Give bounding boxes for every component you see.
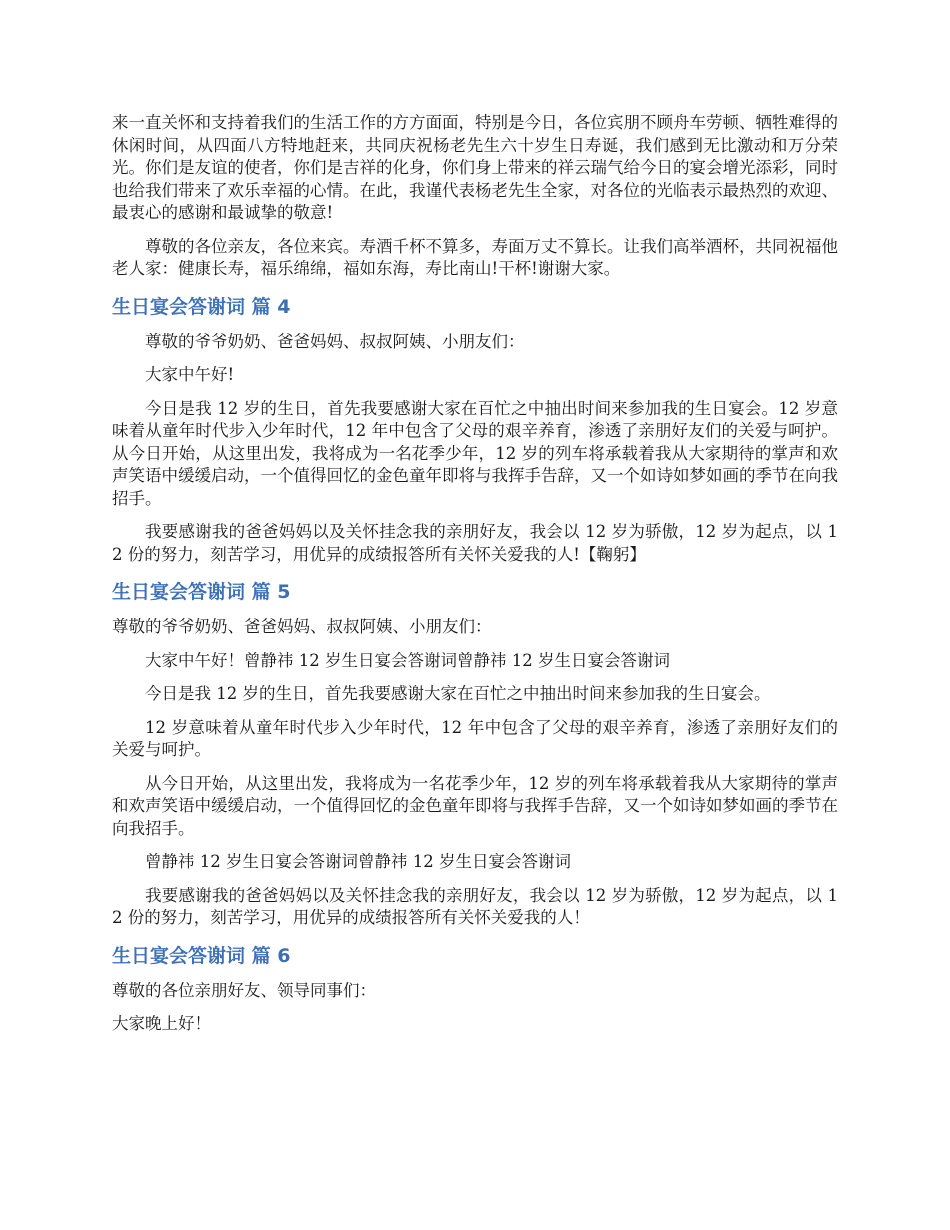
paragraph-salutation: 尊敬的爷爷奶奶、爸爸妈妈、叔叔阿姨、小朋友们： — [112, 617, 492, 636]
section-heading-6: 生日宴会答谢词 篇 6 — [112, 944, 291, 967]
section-heading-5: 生日宴会答谢词 篇 5 — [112, 581, 291, 603]
paragraph-salutation: 尊敬的爷爷奶奶、爸爸妈妈、叔叔阿姨、小朋友们： — [145, 331, 525, 351]
paragraph: 尊敬的各位亲友，各位来宾。寿酒千杯不算多，寿面万丈不算长。让我们高举酒杯，共同祝福他老人家：健康长寿，福乐绵绵，福如东海，寿比南山!干杯!谢谢大家。 — [112, 236, 838, 278]
paragraph: 曾静祎 12 岁生日宴会答谢词曾静祎 12 岁生日宴会答谢词 — [145, 852, 571, 871]
section-heading-4: 生日宴会答谢词 篇 4 — [112, 295, 291, 318]
paragraph: 从今日开始，从这里出发，我将成为一名花季少年，12 岁的列车将承载着我从大家期待的掌声和欢声笑语中缓缓启动，一个值得回忆的金色童年即将与我挥手告辞，又一个如诗如梦如画的季节在向我招手。 — [112, 773, 838, 838]
paragraph: 我要感谢我的爸爸妈妈以及关怀挂念我的亲朋好友，我会以 12 岁为骄傲，12 岁为起点，以 12 份的努力，刻苦学习，用优异的成绩报答所有关怀关爱我的人!【鞠躬】 — [112, 522, 838, 564]
paragraph: 12 岁意味着从童年时代步入少年时代，12 年中包含了父母的艰辛养育，渗透了亲朋好友们的关爱与呵护。 — [112, 717, 838, 759]
paragraph: 我要感谢我的爸爸妈妈以及关怀挂念我的亲朋好友，我会以 12 岁为骄傲，12 岁为起点，以 12 份的努力，刻苦学习，用优异的成绩报答所有关怀关爱我的人！ — [112, 885, 838, 927]
paragraph: 今日是我 12 岁的生日，首先我要感谢大家在百忙之中抽出时间来参加我的生日宴会。12 岁意味着从童年时代步入少年时代，12 年中包含了父母的艰辛养育，渗透了亲朋好友们的关爱与呵护。从今日开始，从这里出发，我将成为一名花季少年，12 岁的列车将承载着我从大家期待的掌声和欢声笑语中缓缓启动，一个值得回忆的金色童年即将与我挥手告辞，又一个如诗如梦如画的季节在向我招手。 — [112, 398, 838, 508]
paragraph-continued: 来一直关怀和支持着我们的生活工作的方方面面，特别是今日，各位宾朋不顾舟车劳顿、牺牲难得的休闲时间，从四面八方特地赶来，共同庆祝杨老先生六十岁生日寿诞，我们感到无比激动和万分荣光。你们是友谊的使者，你们是吉祥的化身，你们身上带来的祥云瑞气给今日的宴会增光添彩，同时也给我们带来了欢乐幸福的心情。在此，我谨代表杨老先生全家，对各位的光临表示最热烈的欢迎、最衷心的感谢和最诚挚的敬意! — [112, 113, 838, 222]
paragraph-greeting: 大家晚上好！ — [112, 1014, 211, 1033]
paragraph-salutation: 尊敬的各位亲朋好友、领导同事们： — [112, 980, 376, 1000]
paragraph: 今日是我 12 岁的生日，首先我要感谢大家在百忙之中抽出时间来参加我的生日宴会。 — [145, 684, 771, 703]
paragraph-greeting: 大家中午好！曾静祎 12 岁生日宴会答谢词曾静祎 12 岁生日宴会答谢词 — [145, 650, 670, 670]
paragraph-greeting: 大家中午好! — [145, 365, 235, 384]
